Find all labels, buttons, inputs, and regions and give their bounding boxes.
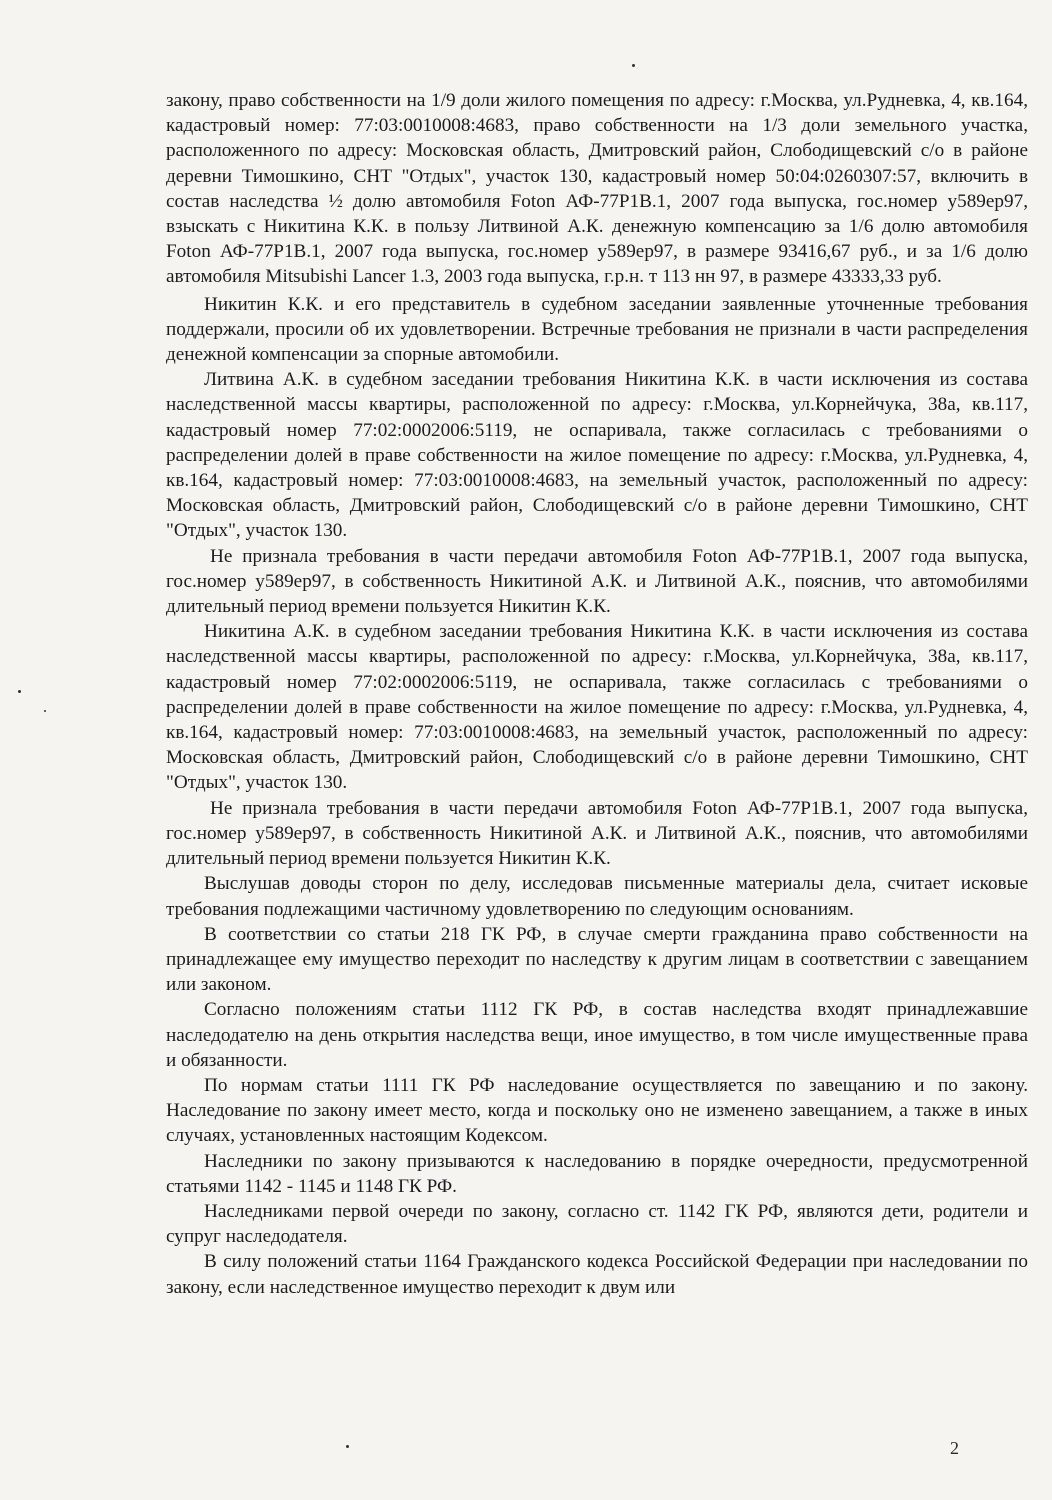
scan-speck: [346, 1445, 349, 1448]
paragraph-article-1164: В силу положений статьи 1164 Гражданского кодекса Российской Федерации при наследовании по закону, если наследственное имущество переходит к двум или: [166, 1251, 1028, 1298]
paragraph-nikitina-position: Никитина А.К. в судебном заседании требования Никитина К.К. в части исключения из состава наследственной массы квартиры, расположенной по адресу: г.Москва, ул.Корнейчука, 38а, кв.117, кадастровый номер 77:02:0002006:5119, не оспаривала, также согласилась с требованиями о распределении долей в праве собственности на жилое помещение по адресу: г.Москва, ул.Рудневка, 4, кв.164, кадастровый номер: 77:03:0010008:4683, на земельный участок, расположенный по адресу: Московская область, Дмитровский район, Слободищевский с/о в районе деревни Тимошкино, СНТ "Отдых", участок 130.: [166, 621, 1028, 794]
paragraph-court-assessment: Выслушав доводы сторон по делу, исследовав письменные материалы дела, считает исковые требования подлежащими частичному удовлетворению по следующим основаниям.: [166, 873, 1028, 920]
paragraph-article-1111: По нормам статьи 1111 ГК РФ наследование осуществляется по завещанию и по закону. Наследование по закону имеет место, когда и поскольку оно не изменено завещанием, а также в иных случаях, установленных настоящим Кодексом.: [166, 1074, 1028, 1147]
paragraph-nikitin-position: Никитин К.К. и его представитель в судебном заседании заявленные уточненные требования поддержали, просили об их удовлетворении. Встречные требования не признали в части распределения денежной компенсации за спорные автомобили.: [166, 293, 1028, 366]
scan-speck: [44, 710, 46, 712]
scan-speck: [632, 64, 635, 67]
paragraph-litvina-objection: Не признала требования в части передачи автомобиля Foton АФ-77Р1В.1, 2007 года выпуска, гос.номер у589ер97, в собственность Никитиной А.К. и Литвиной А.К., пояснив, что автомобилями длительный период времени пользуется Никитин К.К.: [166, 545, 1028, 618]
document-body: [166, 88, 1028, 1300]
paragraph-litvina-position: Литвина А.К. в судебном заседании требования Никитина К.К. в части исключения из состава наследственной массы квартиры, расположенной по адресу: г.Москва, ул.Корнейчука, 38а, кв.117, кадастровый номер 77:02:0002006:5119, не оспаривала, также согласилась с требованиями о распределении долей в праве собственности на жилое помещение по адресу: г.Москва, ул.Рудневка, 4, кв.164, кадастровый номер: 77:03:0010008:4683, на земельный участок, расположенный по адресу: Московская область, Дмитровский район, Слободищевский с/о в районе деревни Тимошкино, СНТ "Отдых", участок 130.: [166, 369, 1028, 542]
paragraph-first-order-heirs: Наследниками первой очереди по закону, согласно ст. 1142 ГК РФ, являются дети, родители и супруг наследодателя.: [166, 1200, 1028, 1248]
paragraph-heirs-order: Наследники по закону призываются к наследованию в порядке очередности, предусмотренной статьями 1142 - 1145 и 1148 ГК РФ.: [166, 1150, 1028, 1197]
scan-speck: [18, 690, 21, 693]
paragraph-nikitina-objection: Не признала требования в части передачи автомобиля Foton АФ-77Р1В.1, 2007 года выпуска, гос.номер у589ер97, в собственность Никитиной А.К. и Литвиной А.К., пояснив, что автомобилями длительный период времени пользуется Никитин К.К.: [166, 797, 1028, 870]
paragraph-claims-continuation: закону, право собственности на 1/9 доли жилого помещения по адресу: г.Москва, ул.Рудневка, 4, кв.164, кадастровый номер: 77:03:0010008:4683, право собственности на 1/3 доли земельного участка, расположенного по адресу: Московская область, Дмитровский район, Слободищевский с/о в районе деревни Тимошкино, СНТ "Отдых", участок 130, кадастровый номер 50:04:0260307:57, включить в состав наследства ½ долю автомобиля Foton АФ-77Р1В.1, 2007 года выпуска, гос.номер у589ер97, взыскать с Никитина К.К. в пользу Литвиной А.К. денежную компенсацию за 1/6 долю автомобиля Foton АФ-77Р1В.1, 2007 года выпуска, гос.номер у589ер97, в размере 93416,67 руб., и за 1/6 долю автомобиля Mitsubishi Lancer 1.3, 2003 года выпуска, г.р.н. т 113 нн 97, в размере 43333,33 руб.: [166, 90, 1028, 288]
paragraph-article-218: В соответствии со статьи 218 ГК РФ, в случае смерти гражданина право собственности на принадлежащее ему имущество переходит по наследству к другим лицам в соответствии с завещанием или законом.: [166, 923, 1028, 996]
paragraph-article-1112: Согласно положениям статьи 1112 ГК РФ, в состав наследства входят принадлежавшие наследодателю на день открытия наследства вещи, иное имущество, в том числе имущественные права и обязанности.: [166, 999, 1028, 1071]
page-number: 2: [950, 1438, 959, 1458]
